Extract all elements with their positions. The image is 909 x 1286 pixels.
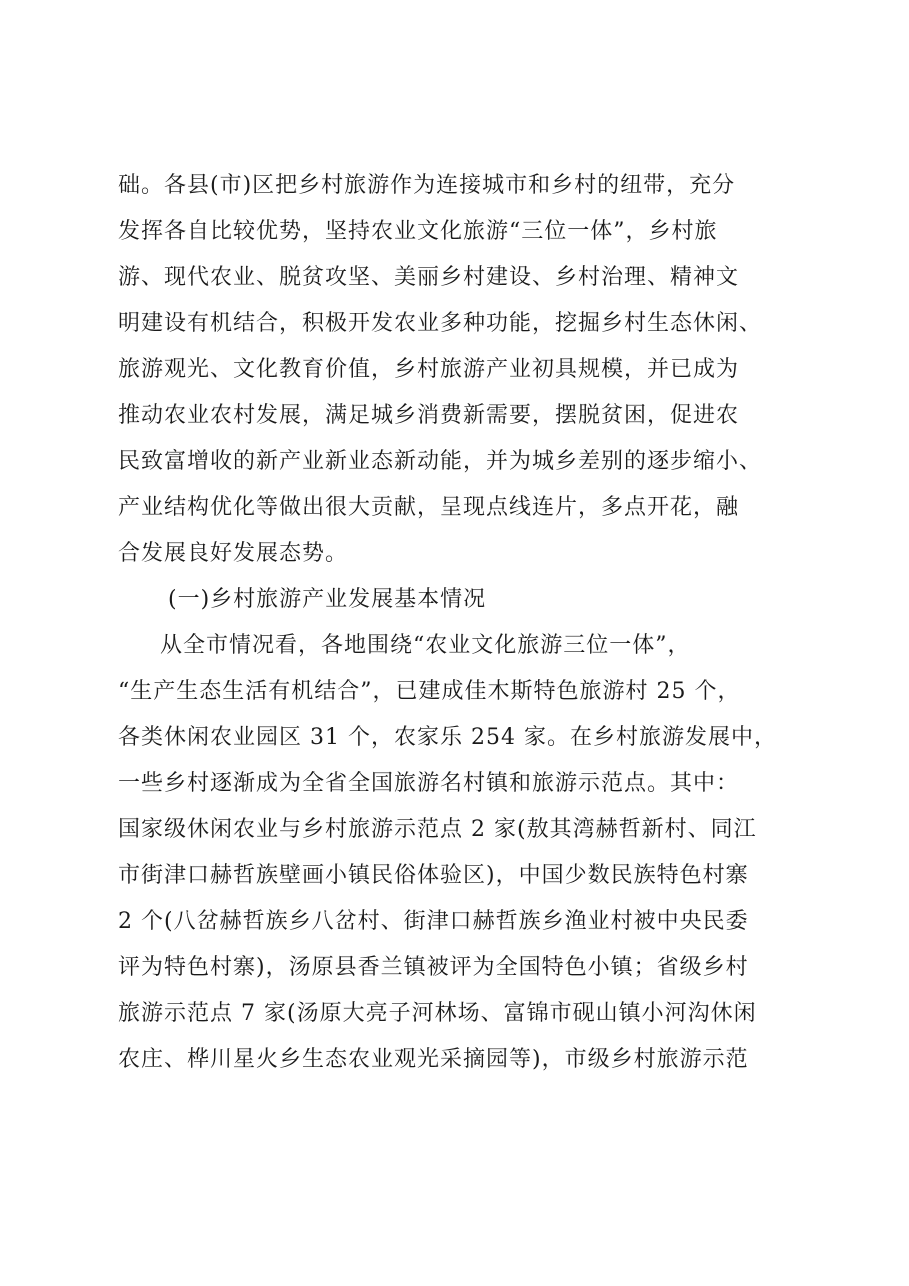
para2-line-5: 国家级休闲农业与乡村旅游示范点 2 家(敖其湾赫哲新村、同江 (118, 817, 757, 842)
para1-line-7: 民致富增收的新产业新业态新动能，并为城乡差别的逐步缩小、 (118, 449, 763, 474)
para1-line-1: 础。各县(市)区把乡村旅游作为连接城市和乡村的纽带，充分 (118, 173, 736, 198)
para1-line-2: 发挥各自比较优势，坚持农业文化旅游“三位一体”，乡村旅 (118, 219, 718, 244)
section-heading: (一)乡村旅游产业发展基本情况 (168, 587, 487, 612)
para2-line-2: “生产生态生活有机结合”，已建成佳木斯特色旅游村 25 个， (118, 679, 741, 704)
para1-line-9: 合发展良好发展态势。 (118, 541, 349, 566)
para2-line-10: 农庄、桦川星火乡生态农业观光采摘园等)，市级乡村旅游示范 (118, 1047, 749, 1072)
para1-line-4: 明建设有机结合，积极开发农业多种功能，挖掘乡村生态休闲、 (118, 311, 763, 336)
para2-line-3: 各类休闲农业园区 31 个，农家乐 254 家。在乡村旅游发展中， (118, 725, 777, 750)
para1-line-3: 游、现代农业、脱贫攻坚、美丽乡村建设、乡村治理、精神文 (118, 265, 740, 290)
para1-line-8: 产业结构优化等做出很大贡献，呈现点线连片，多点开花，融 (118, 495, 740, 520)
para2-line-8: 评为特色村寨)，汤原县香兰镇被评为全国特色小镇；省级乡村 (118, 955, 749, 980)
para2-line-6: 市街津口赫哲族壁画小镇民俗体验区)，中国少数民族特色村寨 (118, 863, 749, 888)
para2-line-4: 一些乡村逐渐成为全省全国旅游名村镇和旅游示范点。其中： (118, 771, 740, 796)
para2-line-1: 从全市情况看，各地围绕“农业文化旅游三位一体”， (160, 633, 691, 658)
para2-line-9: 旅游示范点 7 家(汤原大亮子河林场、富锦市砚山镇小河沟休闲 (118, 1001, 757, 1026)
para2-line-7: 2 个(八岔赫哲族乡八岔村、街津口赫哲族乡渔业村被中央民委 (118, 909, 749, 934)
para1-line-5: 旅游观光、文化教育价值，乡村旅游产业初具规模，并已成为 (118, 357, 740, 382)
para1-line-6: 推动农业农村发展，满足城乡消费新需要，摆脱贫困，促进农 (118, 403, 740, 428)
